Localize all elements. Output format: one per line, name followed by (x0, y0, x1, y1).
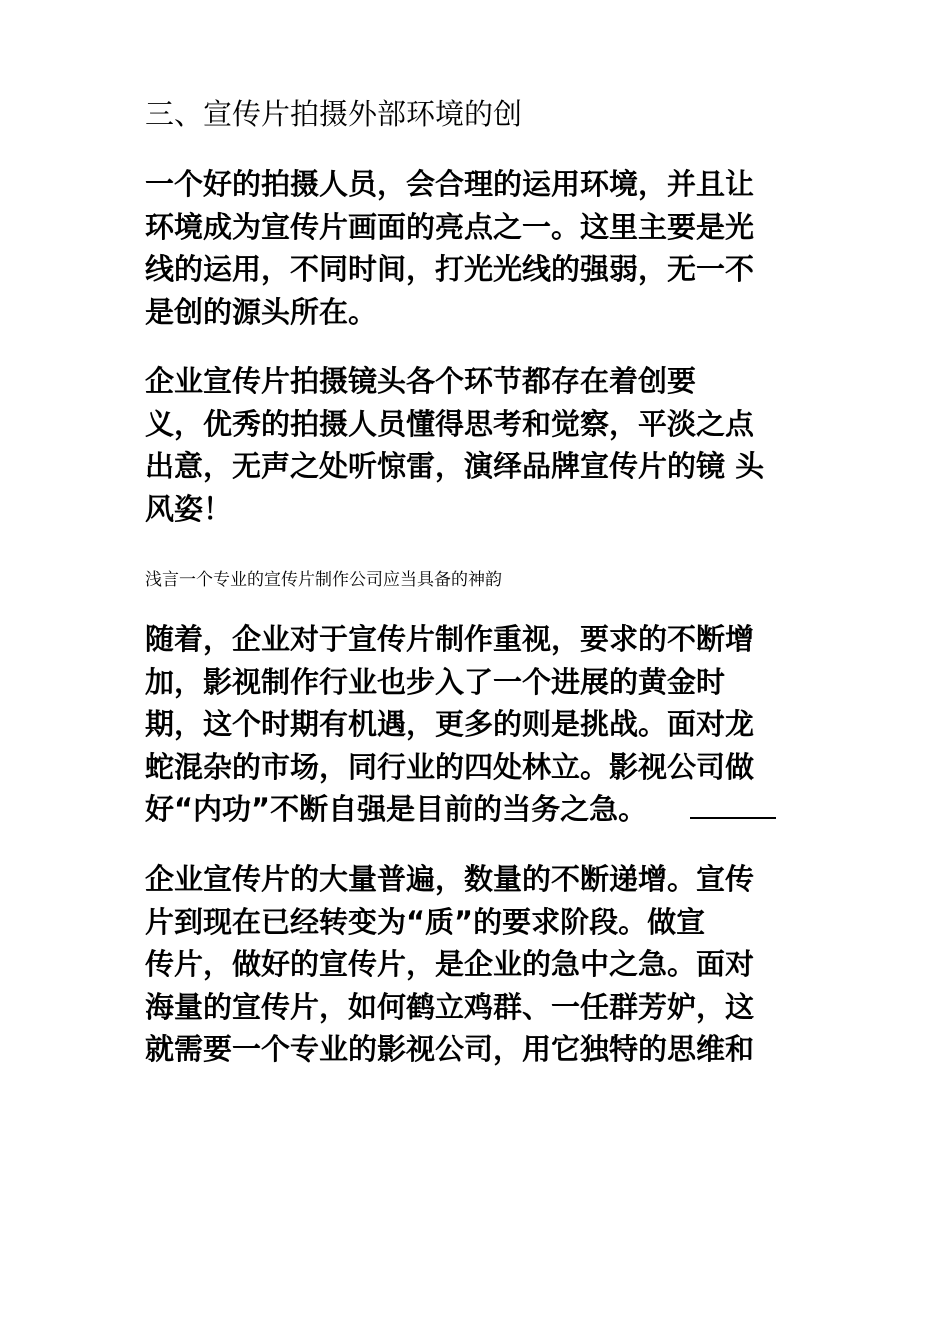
paragraph-line: 加，影视制作行业也步入了一个进展的黄金时 (145, 664, 726, 699)
section-heading: 三、宣传片拍摄外部环境的创 (145, 97, 523, 131)
paragraph-line: 企业宣传片拍摄镜头各个环节都存在着创要 (145, 364, 697, 398)
paragraph-line: 蛇混杂的市场，同行业的四处林立。影视公司做 (145, 749, 755, 784)
paragraph-line: 随着，企业对于宣传片制作重视，要求的不断增 (145, 622, 755, 656)
paragraph-line: 环境成为宣传片画面的亮点之一。这里主要是光 (145, 209, 755, 244)
paragraph-line: 期，这个时期有机遇，更多的则是挑战。面对龙 (145, 707, 755, 741)
paragraph-line: 传片，做好的宣传片，是企业的急中之急。面对 (145, 947, 755, 981)
paragraph-industry (145, 618, 754, 831)
paragraph-line: 线的运用，不同时间，打光光线的强弱，无一不 (145, 252, 755, 286)
paragraph-shots (145, 360, 764, 530)
paragraph-line: 海量的宣传片，如何鹤立鸡群、一任群芳妒，这 (145, 989, 755, 1024)
paragraph-line: 片到现在已经转变为“质”的要求阶段。做宣 (145, 904, 706, 939)
paragraph-line: 企业宣传片的大量普遍，数量的不断递增。宣传 (145, 862, 755, 896)
paragraph-line: 出意，无声之处听惊雷，演绎品牌宣传片的镜 头 (145, 449, 765, 483)
article-title: 浅言一个专业的宣传片制作公司应当具备的神韵 (145, 570, 502, 590)
paragraph-line: 风姿！ (145, 491, 233, 526)
paragraph-line: 一个好的拍摄人员，会合理的运用环境，并且让 (145, 167, 755, 201)
paragraph-line: 好“内功”不断自强是目前的当务之急。 (145, 792, 648, 826)
paragraph-line: 义，优秀的拍摄人员懂得思考和觉察，平淡之点 (145, 406, 755, 441)
em-dash-divider (690, 817, 776, 819)
paragraph-line: 就需要一个专业的影视公司，用它独特的思维和 (145, 1032, 755, 1066)
paragraph-line: 是创的源头所在。 (145, 294, 378, 329)
paragraph-environment (145, 163, 754, 333)
paragraph-quality (145, 858, 754, 1071)
